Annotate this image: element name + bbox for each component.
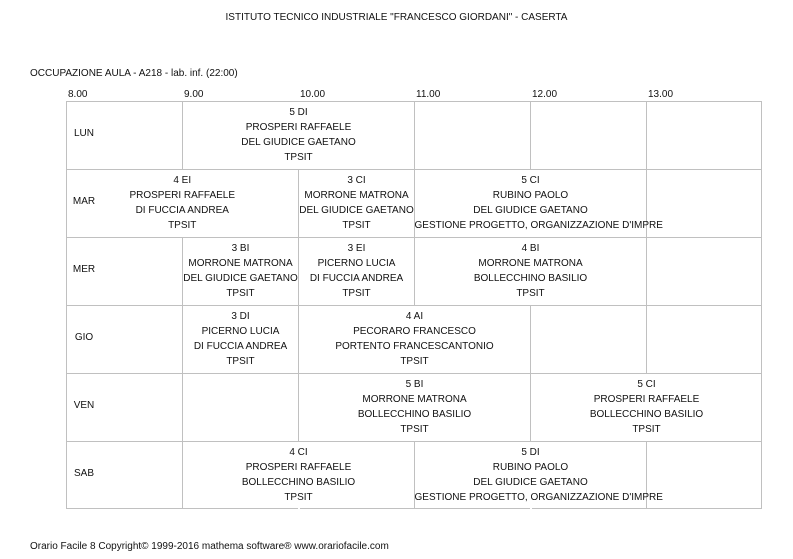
lesson-cell xyxy=(183,241,299,301)
day-label: MER xyxy=(72,264,96,275)
lesson-subject: TPSIT xyxy=(284,152,313,163)
lesson-cell xyxy=(183,105,415,165)
lesson-teacher: BOLLECCHINO BASILIO xyxy=(589,409,704,420)
lesson-class: 3 DI xyxy=(231,311,250,322)
lesson-class: 4 AI xyxy=(405,311,424,322)
day-label: VEN xyxy=(73,400,95,411)
lesson-class: 4 CI xyxy=(289,447,308,458)
room-subtitle: OCCUPAZIONE AULA - A218 - lab. inf. (22:00) xyxy=(30,68,238,79)
hour-label: 11.00 xyxy=(416,89,441,100)
grid-horizontal-line xyxy=(66,237,762,238)
lesson-subject: TPSIT xyxy=(226,356,255,367)
lesson-teacher: RUBINO PAOLO xyxy=(492,462,569,473)
lesson-teacher: DI FUCCIA ANDREA xyxy=(309,273,404,284)
lesson-cell xyxy=(415,241,647,301)
lesson-subject: TPSIT xyxy=(226,288,255,299)
lesson-teacher: MORRONE MATRONA xyxy=(304,190,409,201)
lesson-cell xyxy=(66,173,299,233)
lesson-teacher: BOLLECCHINO BASILIO xyxy=(241,477,356,488)
lesson-class: 3 EI xyxy=(347,243,366,254)
lesson-teacher: MORRONE MATRONA xyxy=(188,258,293,269)
lesson-teacher: PICERNO LUCIA xyxy=(317,258,396,269)
lesson-teacher: PROSPERI RAFFAELE xyxy=(593,394,700,405)
day-label: MAR xyxy=(72,196,96,207)
lesson-class: 3 BI xyxy=(231,243,250,254)
timetable-grid xyxy=(66,101,762,509)
lesson-cell xyxy=(183,445,415,505)
footer-copyright: Orario Facile 8 Copyright© 1999-2016 mathema software® www.orariofacile.com xyxy=(30,541,389,552)
grid-horizontal-line xyxy=(66,441,762,442)
lesson-subject: TPSIT xyxy=(168,220,197,231)
lesson-cell xyxy=(531,377,763,437)
hour-label: 10.00 xyxy=(300,89,326,100)
lesson-subject: TPSIT xyxy=(516,288,545,299)
lesson-teacher: DEL GIUDICE GAETANO xyxy=(241,137,356,148)
lesson-subject: GESTIONE PROGETTO, ORGANIZZAZIONE D'IMPRE xyxy=(414,492,663,503)
lesson-cell xyxy=(299,173,415,233)
grid-horizontal-line xyxy=(66,169,762,170)
lesson-subject: TPSIT xyxy=(400,424,429,435)
lesson-teacher: BOLLECCHINO BASILIO xyxy=(357,409,472,420)
lesson-teacher: DEL GIUDICE GAETANO xyxy=(299,205,414,216)
lesson-teacher: MORRONE MATRONA xyxy=(362,394,467,405)
lesson-teacher: RUBINO PAOLO xyxy=(492,190,569,201)
lesson-cell xyxy=(299,309,531,369)
lesson-cell xyxy=(299,377,531,437)
lesson-subject: TPSIT xyxy=(400,356,429,367)
lesson-class: 5 DI xyxy=(521,447,540,458)
lesson-class: 5 BI xyxy=(405,379,424,390)
lesson-class: 4 BI xyxy=(521,243,540,254)
lesson-subject: TPSIT xyxy=(342,220,371,231)
lesson-teacher: PROSPERI RAFFAELE xyxy=(245,122,352,133)
lesson-teacher: PORTENTO FRANCESCANTONIO xyxy=(335,341,494,352)
lesson-class: 5 DI xyxy=(289,107,308,118)
lesson-teacher: PROSPERI RAFFAELE xyxy=(129,190,236,201)
hour-label: 8.00 xyxy=(68,89,88,100)
day-label: GIO xyxy=(74,332,94,343)
lesson-cell xyxy=(183,309,299,369)
lesson-teacher: DI FUCCIA ANDREA xyxy=(135,205,229,216)
lesson-subject: TPSIT xyxy=(342,288,371,299)
lesson-teacher: DEL GIUDICE GAETANO xyxy=(183,273,298,284)
lesson-teacher: PICERNO LUCIA xyxy=(201,326,280,337)
lesson-class: 4 EI xyxy=(173,175,192,186)
grid-horizontal-line xyxy=(66,508,762,509)
hour-label: 13.00 xyxy=(648,89,674,100)
lesson-teacher: BOLLECCHINO BASILIO xyxy=(473,273,588,284)
lesson-teacher: DI FUCCIA ANDREA xyxy=(193,341,288,352)
lesson-teacher: PROSPERI RAFFAELE xyxy=(245,462,352,473)
lesson-subject: TPSIT xyxy=(284,492,313,503)
lesson-class: 3 CI xyxy=(347,175,366,186)
lesson-teacher: PECORARO FRANCESCO xyxy=(353,326,476,337)
lesson-teacher: DEL GIUDICE GAETANO xyxy=(473,477,588,488)
lesson-teacher: DEL GIUDICE GAETANO xyxy=(473,205,588,216)
lesson-teacher: MORRONE MATRONA xyxy=(478,258,583,269)
lesson-class: 5 CI xyxy=(521,175,540,186)
lesson-cell xyxy=(414,173,663,233)
lesson-class: 5 CI xyxy=(637,379,656,390)
lesson-subject: TPSIT xyxy=(632,424,661,435)
page-title: ISTITUTO TECNICO INDUSTRIALE "FRANCESCO GIORDANI" - CASERTA xyxy=(225,12,568,23)
grid-horizontal-line xyxy=(66,101,762,102)
day-label: SAB xyxy=(73,468,94,479)
day-label: LUN xyxy=(73,128,94,139)
lesson-cell xyxy=(414,445,663,505)
lesson-cell xyxy=(299,241,415,301)
lesson-subject: GESTIONE PROGETTO, ORGANIZZAZIONE D'IMPRE xyxy=(414,220,663,231)
hour-label: 12.00 xyxy=(532,89,558,100)
hour-label: 9.00 xyxy=(184,89,204,100)
